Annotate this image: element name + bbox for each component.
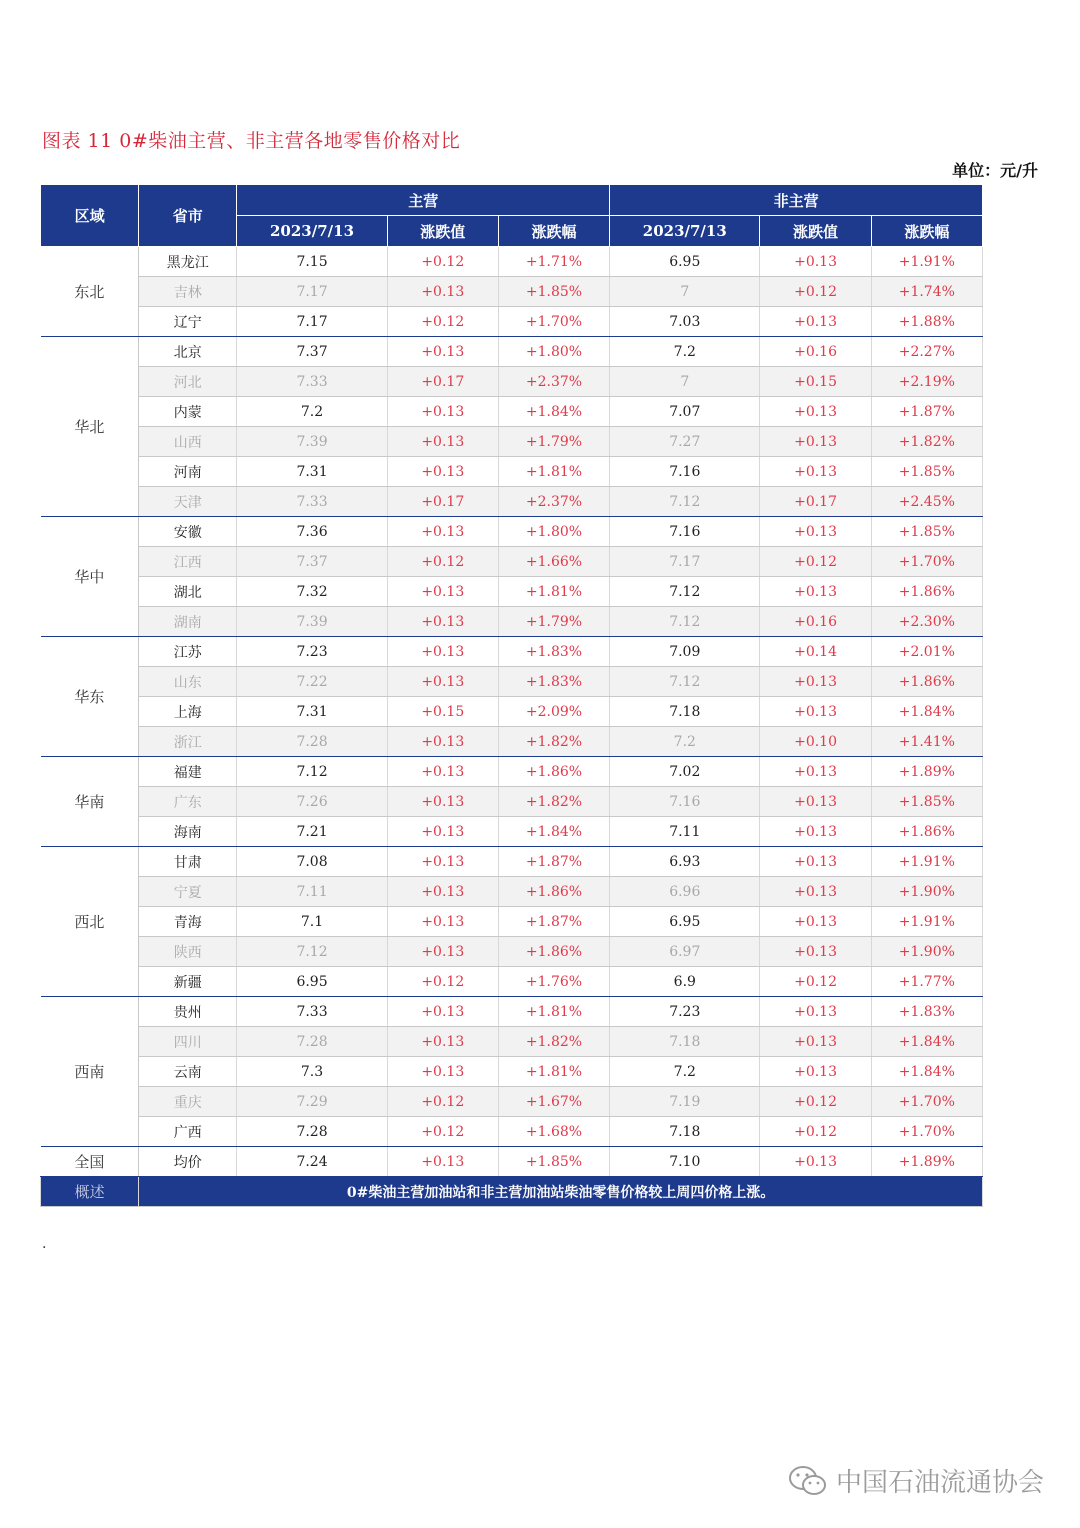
main-pct-cell: +1.84% [498, 817, 609, 847]
main-change-cell: +0.13 [387, 1147, 498, 1177]
table-row [41, 1027, 983, 1057]
table-row [41, 247, 983, 277]
main-price-cell: 7.31 [237, 697, 387, 727]
table-row [41, 427, 983, 457]
province-cell: 黑龙江 [139, 247, 237, 277]
province-cell: 青海 [139, 907, 237, 937]
province-cell: 安徽 [139, 517, 237, 547]
nonmain-change-cell: +0.13 [760, 457, 871, 487]
table-row [41, 307, 983, 337]
main-pct-cell: +1.76% [498, 967, 609, 997]
main-pct-cell: +1.68% [498, 1117, 609, 1147]
nonmain-change-cell: +0.16 [760, 607, 871, 637]
province-cell: 宁夏 [139, 877, 237, 907]
header-nonmain-pct: 涨跌幅 [871, 216, 982, 247]
nonmain-price-cell: 7.11 [610, 817, 760, 847]
main-pct-cell: +1.86% [498, 937, 609, 967]
main-pct-cell: +1.81% [498, 577, 609, 607]
nonmain-pct-cell: +1.74% [871, 277, 982, 307]
main-change-cell: +0.13 [387, 337, 498, 367]
main-price-cell: 7.24 [237, 1147, 387, 1177]
region-cell: 西南 [41, 997, 139, 1147]
main-change-cell: +0.13 [387, 1027, 498, 1057]
table-row [41, 787, 983, 817]
main-change-cell: +0.13 [387, 607, 498, 637]
main-change-cell: +0.13 [387, 907, 498, 937]
nonmain-pct-cell: +1.70% [871, 1087, 982, 1117]
main-change-cell: +0.12 [387, 247, 498, 277]
nonmain-change-cell: +0.13 [760, 877, 871, 907]
province-cell: 湖北 [139, 577, 237, 607]
table-row [41, 907, 983, 937]
nonmain-pct-cell: +1.90% [871, 877, 982, 907]
nonmain-change-cell: +0.13 [760, 247, 871, 277]
nonmain-pct-cell: +1.86% [871, 817, 982, 847]
province-cell: 重庆 [139, 1087, 237, 1117]
table-body [41, 247, 983, 1177]
main-pct-cell: +1.81% [498, 997, 609, 1027]
main-price-cell: 7.17 [237, 307, 387, 337]
main-price-cell: 7.3 [237, 1057, 387, 1087]
main-price-cell: 7.28 [237, 1027, 387, 1057]
nonmain-price-cell: 7.03 [610, 307, 760, 337]
header-main-date: 2023/7/13 [237, 216, 387, 247]
nonmain-price-cell: 6.97 [610, 937, 760, 967]
nonmain-pct-cell: +1.85% [871, 457, 982, 487]
main-change-cell: +0.13 [387, 1057, 498, 1087]
main-price-cell: 7.17 [237, 277, 387, 307]
main-change-cell: +0.13 [387, 757, 498, 787]
main-price-cell: 7.11 [237, 877, 387, 907]
header-nonmain-change: 涨跌值 [760, 216, 871, 247]
nonmain-price-cell: 7.07 [610, 397, 760, 427]
nonmain-pct-cell: +2.30% [871, 607, 982, 637]
nonmain-pct-cell: +1.91% [871, 907, 982, 937]
nonmain-pct-cell: +1.84% [871, 1027, 982, 1057]
main-pct-cell: +2.37% [498, 487, 609, 517]
main-pct-cell: +1.80% [498, 517, 609, 547]
nonmain-pct-cell: +1.84% [871, 697, 982, 727]
main-change-cell: +0.13 [387, 997, 498, 1027]
table-row [41, 817, 983, 847]
main-pct-cell: +1.86% [498, 877, 609, 907]
nonmain-price-cell: 7.2 [610, 1057, 760, 1087]
main-pct-cell: +1.82% [498, 727, 609, 757]
nonmain-change-cell: +0.16 [760, 337, 871, 367]
header-nonmain: 非主营 [610, 185, 983, 216]
main-pct-cell: +1.83% [498, 667, 609, 697]
province-cell: 河北 [139, 367, 237, 397]
nonmain-price-cell: 6.9 [610, 967, 760, 997]
main-pct-cell: +1.86% [498, 757, 609, 787]
nonmain-price-cell: 7.16 [610, 457, 760, 487]
header-nonmain-date: 2023/7/13 [610, 216, 760, 247]
table-row [41, 757, 983, 787]
main-change-cell: +0.17 [387, 367, 498, 397]
province-cell: 山东 [139, 667, 237, 697]
nonmain-pct-cell: +1.85% [871, 517, 982, 547]
figure-title: 图表 11 0#柴油主营、非主营各地零售价格对比 [42, 130, 461, 152]
nonmain-pct-cell: +1.91% [871, 247, 982, 277]
main-pct-cell: +1.66% [498, 547, 609, 577]
region-cell: 华东 [41, 637, 139, 757]
nonmain-change-cell: +0.12 [760, 547, 871, 577]
header-province: 省市 [139, 185, 237, 247]
nonmain-change-cell: +0.10 [760, 727, 871, 757]
main-price-cell: 6.95 [237, 967, 387, 997]
nonmain-pct-cell: +1.82% [871, 427, 982, 457]
table-row [41, 607, 983, 637]
main-price-cell: 7.33 [237, 487, 387, 517]
nonmain-price-cell: 7.02 [610, 757, 760, 787]
header-main-pct: 涨跌幅 [498, 216, 609, 247]
watermark-text: 中国石油流通协会 [835, 1468, 1044, 1498]
price-table [40, 184, 983, 1207]
nonmain-change-cell: +0.13 [760, 997, 871, 1027]
table-row [41, 367, 983, 397]
nonmain-change-cell: +0.13 [760, 1057, 871, 1087]
main-price-cell: 7.29 [237, 1087, 387, 1117]
main-pct-cell: +1.80% [498, 337, 609, 367]
main-price-cell: 7.26 [237, 787, 387, 817]
main-price-cell: 7.12 [237, 757, 387, 787]
main-pct-cell: +1.82% [498, 1027, 609, 1057]
main-change-cell: +0.12 [387, 967, 498, 997]
main-price-cell: 7.39 [237, 607, 387, 637]
nonmain-change-cell: +0.13 [760, 517, 871, 547]
summary-text: 0#柴油主营加油站和非主营加油站柴油零售价格较上周四价格上涨。 [139, 1177, 983, 1207]
nonmain-pct-cell: +1.86% [871, 577, 982, 607]
nonmain-pct-cell: +1.84% [871, 1057, 982, 1087]
nonmain-price-cell: 7.17 [610, 547, 760, 577]
nonmain-pct-cell: +1.83% [871, 997, 982, 1027]
nonmain-change-cell: +0.13 [760, 847, 871, 877]
main-price-cell: 7.2 [237, 397, 387, 427]
header-region: 区域 [41, 185, 139, 247]
main-price-cell: 7.33 [237, 997, 387, 1027]
nonmain-price-cell: 7.12 [610, 607, 760, 637]
nonmain-pct-cell: +1.41% [871, 727, 982, 757]
watermark [788, 1462, 1044, 1499]
province-cell: 辽宁 [139, 307, 237, 337]
table-row [41, 337, 983, 367]
main-change-cell: +0.13 [387, 937, 498, 967]
main-price-cell: 7.33 [237, 367, 387, 397]
main-change-cell: +0.13 [387, 577, 498, 607]
main-change-cell: +0.13 [387, 427, 498, 457]
main-price-cell: 7.39 [237, 427, 387, 457]
province-cell: 贵州 [139, 997, 237, 1027]
nonmain-pct-cell: +1.86% [871, 667, 982, 697]
table-row [41, 277, 983, 307]
nonmain-change-cell: +0.13 [760, 1027, 871, 1057]
nonmain-pct-cell: +2.19% [871, 367, 982, 397]
province-cell: 福建 [139, 757, 237, 787]
province-cell: 内蒙 [139, 397, 237, 427]
nonmain-change-cell: +0.13 [760, 907, 871, 937]
table-row [41, 967, 983, 997]
nonmain-pct-cell: +2.01% [871, 637, 982, 667]
main-pct-cell: +1.70% [498, 307, 609, 337]
province-cell: 陕西 [139, 937, 237, 967]
nonmain-price-cell: 7.19 [610, 1087, 760, 1117]
main-change-cell: +0.12 [387, 1087, 498, 1117]
nonmain-change-cell: +0.13 [760, 757, 871, 787]
main-price-cell: 7.12 [237, 937, 387, 967]
main-change-cell: +0.13 [387, 817, 498, 847]
nonmain-pct-cell: +1.89% [871, 757, 982, 787]
main-pct-cell: +2.09% [498, 697, 609, 727]
main-pct-cell: +1.87% [498, 907, 609, 937]
main-pct-cell: +1.85% [498, 277, 609, 307]
main-price-cell: 7.23 [237, 637, 387, 667]
table-row [41, 997, 983, 1027]
province-cell: 北京 [139, 337, 237, 367]
nonmain-pct-cell: +1.90% [871, 937, 982, 967]
province-cell: 海南 [139, 817, 237, 847]
header-main: 主营 [237, 185, 610, 216]
main-change-cell: +0.13 [387, 637, 498, 667]
main-change-cell: +0.13 [387, 727, 498, 757]
main-pct-cell: +1.67% [498, 1087, 609, 1117]
province-cell: 湖南 [139, 607, 237, 637]
nonmain-change-cell: +0.13 [760, 817, 871, 847]
summary-row [41, 1177, 983, 1207]
nonmain-change-cell: +0.13 [760, 427, 871, 457]
table-row [41, 1147, 983, 1177]
nonmain-price-cell: 7.2 [610, 727, 760, 757]
table-row [41, 667, 983, 697]
nonmain-pct-cell: +1.89% [871, 1147, 982, 1177]
table-row [41, 517, 983, 547]
nonmain-price-cell: 7 [610, 367, 760, 397]
province-cell: 均价 [139, 1147, 237, 1177]
nonmain-price-cell: 6.95 [610, 247, 760, 277]
nonmain-price-cell: 7.18 [610, 1027, 760, 1057]
province-cell: 云南 [139, 1057, 237, 1087]
main-pct-cell: +1.81% [498, 1057, 609, 1087]
main-price-cell: 7.15 [237, 247, 387, 277]
main-change-cell: +0.15 [387, 697, 498, 727]
table-row [41, 1057, 983, 1087]
main-price-cell: 7.36 [237, 517, 387, 547]
province-cell: 天津 [139, 487, 237, 517]
nonmain-price-cell: 7.18 [610, 1117, 760, 1147]
main-change-cell: +0.13 [387, 397, 498, 427]
table-row [41, 877, 983, 907]
main-change-cell: +0.13 [387, 787, 498, 817]
nonmain-change-cell: +0.12 [760, 1087, 871, 1117]
summary-label: 概述 [41, 1177, 139, 1207]
table-row [41, 637, 983, 667]
nonmain-price-cell: 7.23 [610, 997, 760, 1027]
main-pct-cell: +1.85% [498, 1147, 609, 1177]
nonmain-pct-cell: +1.85% [871, 787, 982, 817]
main-change-cell: +0.17 [387, 487, 498, 517]
unit-label: 单位：元/升 [952, 161, 1038, 180]
nonmain-change-cell: +0.13 [760, 697, 871, 727]
table-row [41, 397, 983, 427]
nonmain-price-cell: 7 [610, 277, 760, 307]
table-row [41, 847, 983, 877]
province-cell: 江西 [139, 547, 237, 577]
nonmain-price-cell: 7.16 [610, 517, 760, 547]
province-cell: 山西 [139, 427, 237, 457]
nonmain-pct-cell: +2.27% [871, 337, 982, 367]
nonmain-pct-cell: +1.91% [871, 847, 982, 877]
main-pct-cell: +1.87% [498, 847, 609, 877]
nonmain-change-cell: +0.17 [760, 487, 871, 517]
province-cell: 甘肃 [139, 847, 237, 877]
region-cell: 全国 [41, 1147, 139, 1177]
region-cell: 西北 [41, 847, 139, 997]
main-pct-cell: +1.81% [498, 457, 609, 487]
main-price-cell: 7.31 [237, 457, 387, 487]
main-price-cell: 7.1 [237, 907, 387, 937]
main-change-cell: +0.13 [387, 277, 498, 307]
main-change-cell: +0.13 [387, 877, 498, 907]
main-price-cell: 7.37 [237, 547, 387, 577]
header-main-change: 涨跌值 [387, 216, 498, 247]
main-pct-cell: +1.82% [498, 787, 609, 817]
nonmain-change-cell: +0.13 [760, 937, 871, 967]
main-price-cell: 7.37 [237, 337, 387, 367]
province-cell: 上海 [139, 697, 237, 727]
province-cell: 河南 [139, 457, 237, 487]
nonmain-price-cell: 7.12 [610, 487, 760, 517]
nonmain-change-cell: +0.13 [760, 577, 871, 607]
nonmain-change-cell: +0.13 [760, 787, 871, 817]
main-change-cell: +0.12 [387, 547, 498, 577]
main-price-cell: 7.21 [237, 817, 387, 847]
nonmain-price-cell: 6.95 [610, 907, 760, 937]
nonmain-price-cell: 7.09 [610, 637, 760, 667]
table-row [41, 547, 983, 577]
main-pct-cell: +1.83% [498, 637, 609, 667]
nonmain-pct-cell: +1.70% [871, 547, 982, 577]
nonmain-change-cell: +0.12 [760, 967, 871, 997]
main-pct-cell: +1.79% [498, 607, 609, 637]
table-row [41, 727, 983, 757]
main-price-cell: 7.28 [237, 1117, 387, 1147]
nonmain-change-cell: +0.13 [760, 1147, 871, 1177]
nonmain-pct-cell: +1.77% [871, 967, 982, 997]
nonmain-pct-cell: +2.45% [871, 487, 982, 517]
header-row-1 [41, 185, 983, 216]
nonmain-price-cell: 6.96 [610, 877, 760, 907]
nonmain-price-cell: 7.12 [610, 577, 760, 607]
province-cell: 四川 [139, 1027, 237, 1057]
province-cell: 广西 [139, 1117, 237, 1147]
nonmain-change-cell: +0.13 [760, 667, 871, 697]
main-change-cell: +0.13 [387, 847, 498, 877]
nonmain-change-cell: +0.12 [760, 277, 871, 307]
main-pct-cell: +1.79% [498, 427, 609, 457]
main-change-cell: +0.13 [387, 517, 498, 547]
nonmain-pct-cell: +1.88% [871, 307, 982, 337]
nonmain-price-cell: 7.16 [610, 787, 760, 817]
province-cell: 新疆 [139, 967, 237, 997]
main-change-cell: +0.13 [387, 457, 498, 487]
nonmain-change-cell: +0.14 [760, 637, 871, 667]
nonmain-price-cell: 7.18 [610, 697, 760, 727]
nonmain-price-cell: 7.2 [610, 337, 760, 367]
region-cell: 华中 [41, 517, 139, 637]
province-cell: 浙江 [139, 727, 237, 757]
region-cell: 华北 [41, 337, 139, 517]
table-row [41, 1087, 983, 1117]
nonmain-change-cell: +0.15 [760, 367, 871, 397]
table-row [41, 487, 983, 517]
table-row [41, 457, 983, 487]
table-row [41, 577, 983, 607]
province-cell: 江苏 [139, 637, 237, 667]
main-change-cell: +0.12 [387, 307, 498, 337]
main-price-cell: 7.28 [237, 727, 387, 757]
main-price-cell: 7.22 [237, 667, 387, 697]
table-row [41, 937, 983, 967]
nonmain-pct-cell: +1.70% [871, 1117, 982, 1147]
main-change-cell: +0.12 [387, 1117, 498, 1147]
main-pct-cell: +2.37% [498, 367, 609, 397]
nonmain-price-cell: 6.93 [610, 847, 760, 877]
nonmain-price-cell: 7.12 [610, 667, 760, 697]
region-cell: 华南 [41, 757, 139, 847]
main-pct-cell: +1.71% [498, 247, 609, 277]
table-row [41, 697, 983, 727]
wechat-icon [788, 1464, 828, 1498]
main-price-cell: 7.08 [237, 847, 387, 877]
region-cell: 东北 [41, 247, 139, 337]
nonmain-price-cell: 7.10 [610, 1147, 760, 1177]
province-cell: 广东 [139, 787, 237, 817]
main-price-cell: 7.32 [237, 577, 387, 607]
province-cell: 吉林 [139, 277, 237, 307]
nonmain-change-cell: +0.13 [760, 397, 871, 427]
main-pct-cell: +1.84% [498, 397, 609, 427]
main-change-cell: +0.13 [387, 667, 498, 697]
nonmain-change-cell: +0.13 [760, 307, 871, 337]
nonmain-price-cell: 7.27 [610, 427, 760, 457]
nonmain-pct-cell: +1.87% [871, 397, 982, 427]
footnote-mark: . [42, 1236, 47, 1252]
nonmain-change-cell: +0.12 [760, 1117, 871, 1147]
table-row [41, 1117, 983, 1147]
